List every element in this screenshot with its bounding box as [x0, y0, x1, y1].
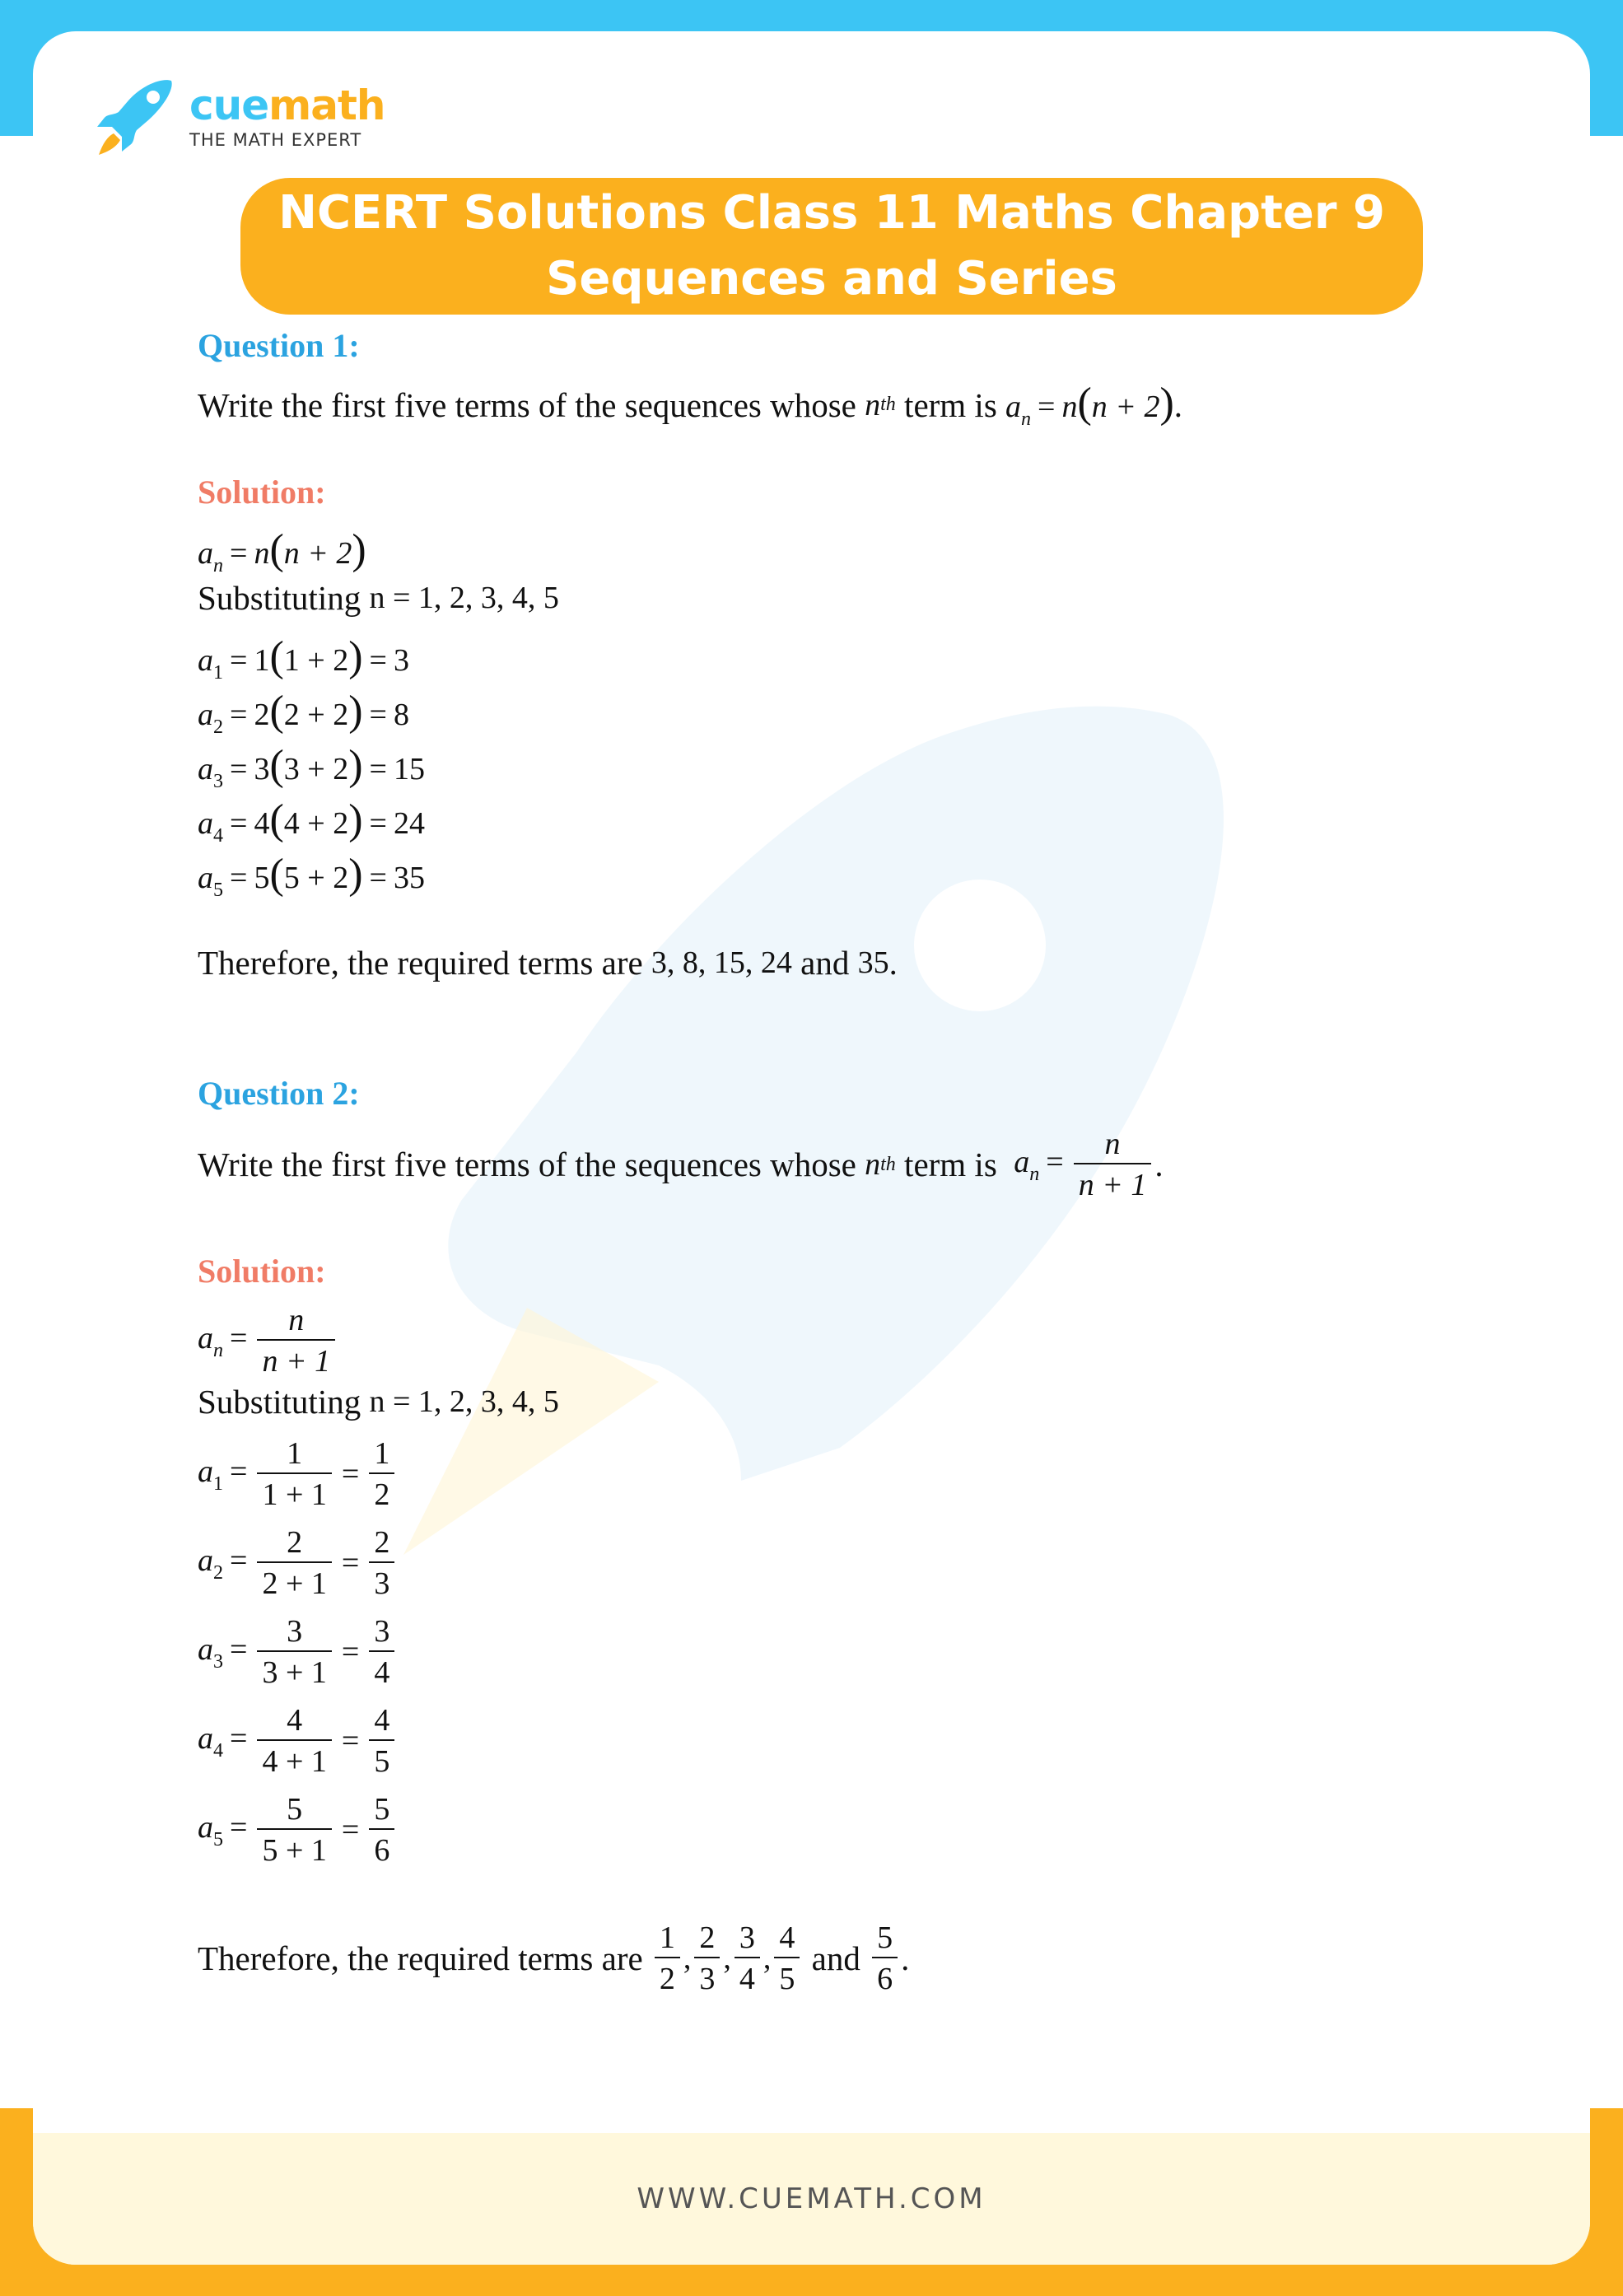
- cuemath-logo: [91, 76, 385, 158]
- q2-step-row: $a_4$ = $\frac{4}{4 + 1}$ = $\frac{4}{5}$: [198, 1701, 398, 1780]
- title-banner: [240, 178, 1423, 315]
- q2-step-row: $a_5$ = $\frac{5}{5 + 1}$ = $\frac{5}{6}$: [198, 1790, 398, 1869]
- q1-step-row: $a_4 = 4(4 + 2) = 24$: [198, 796, 425, 847]
- q2-conclusion: Therefore, the required terms are $\frac{1}{2}$ , $\frac{2}{3}$ , $\frac{3}{4}$ , $\frac{4}{5}$ and $\frac{5}{6}$ .: [198, 1920, 910, 1996]
- q1-heading: Question 1:: [198, 327, 360, 364]
- step-fraction: $\frac{2}{2 + 1}$: [257, 1524, 331, 1603]
- q2-step-row: $a_1$ = $\frac{1}{1 + 1}$ = $\frac{1}{2}$: [198, 1435, 398, 1514]
- q2-substituting: Substituting n = 1, 2, 3, 4, 5: [198, 1383, 559, 1421]
- q1-step-row: $a_2 = 2(2 + 2) = 8$: [198, 688, 409, 738]
- q1-prompt: Write the first five terms of the sequences whose n th term is $a_n = n(n + 2)$ .: [198, 380, 1183, 430]
- footer-url[interactable]: WWW.CUEMATH.COM: [637, 2182, 986, 2215]
- term-fraction: $\frac{1}{2}$: [655, 1919, 680, 1998]
- term-fraction: $\frac{4}{5}$: [774, 1919, 800, 1998]
- step-fraction: $\frac{4}{4 + 1}$: [257, 1701, 331, 1780]
- term-fraction: $\frac{2}{3}$: [694, 1919, 720, 1998]
- q2-formula: $a_n$ = $\frac{n}{n + 1}$: [198, 1301, 338, 1380]
- term-fraction: $\frac{3}{4}$: [735, 1919, 760, 1998]
- result-fraction: $\frac{4}{5}$: [369, 1701, 394, 1780]
- q2-heading: Question 2:: [198, 1075, 360, 1112]
- q1-step-row: $a_5 = 5(5 + 2) = 35$: [198, 851, 425, 901]
- step-fraction: $\frac{5}{5 + 1}$: [257, 1790, 331, 1869]
- q1-step-row: $a_1 = 1(1 + 2) = 3$: [198, 633, 409, 684]
- brand-name: cuemath: [189, 82, 385, 129]
- result-fraction: $\frac{2}{3}$: [369, 1524, 394, 1603]
- title-line-2: Sequences and Series: [546, 252, 1117, 306]
- footer: [33, 2133, 1590, 2265]
- result-fraction: $\frac{5}{6}$: [369, 1790, 394, 1869]
- brand-tagline: THE MATH EXPERT: [189, 130, 362, 150]
- q1-formula: $a_n = n(n + 2)$: [198, 526, 366, 576]
- q1-conclusion: Therefore, the required terms are 3, 8, 15, 24 and 35 .: [198, 944, 898, 982]
- step-fraction: $\frac{3}{3 + 1}$: [257, 1612, 331, 1692]
- q1-solution-heading: Solution:: [198, 474, 326, 511]
- title-line-1: NCERT Solutions Class 11 Maths Chapter 9: [278, 186, 1385, 240]
- q1-substituting: Substituting n = 1, 2, 3, 4, 5: [198, 579, 559, 617]
- result-fraction: $\frac{1}{2}$: [369, 1435, 394, 1514]
- step-fraction: $\frac{1}{1 + 1}$: [257, 1435, 331, 1514]
- q2-prompt: Write the first five terms of the sequences whose n th term is $a_n$ = $\frac{n}{n + 1}$ .: [198, 1127, 1164, 1202]
- q2-terms: $\frac{1}{2}$ , $\frac{2}{3}$ , $\frac{3}{4}$ , $\frac{4}{5}$: [651, 1919, 804, 1998]
- rocket-icon: [91, 76, 181, 158]
- q1-step-row: $a_3 = 3(3 + 2) = 15$: [198, 742, 425, 792]
- result-fraction: $\frac{3}{4}$: [369, 1612, 394, 1692]
- q2-step-row: $a_3$ = $\frac{3}{3 + 1}$ = $\frac{3}{4}$: [198, 1612, 398, 1692]
- q2-solution-heading: Solution:: [198, 1253, 326, 1290]
- q2-step-row: $a_2$ = $\frac{2}{2 + 1}$ = $\frac{2}{3}$: [198, 1524, 398, 1603]
